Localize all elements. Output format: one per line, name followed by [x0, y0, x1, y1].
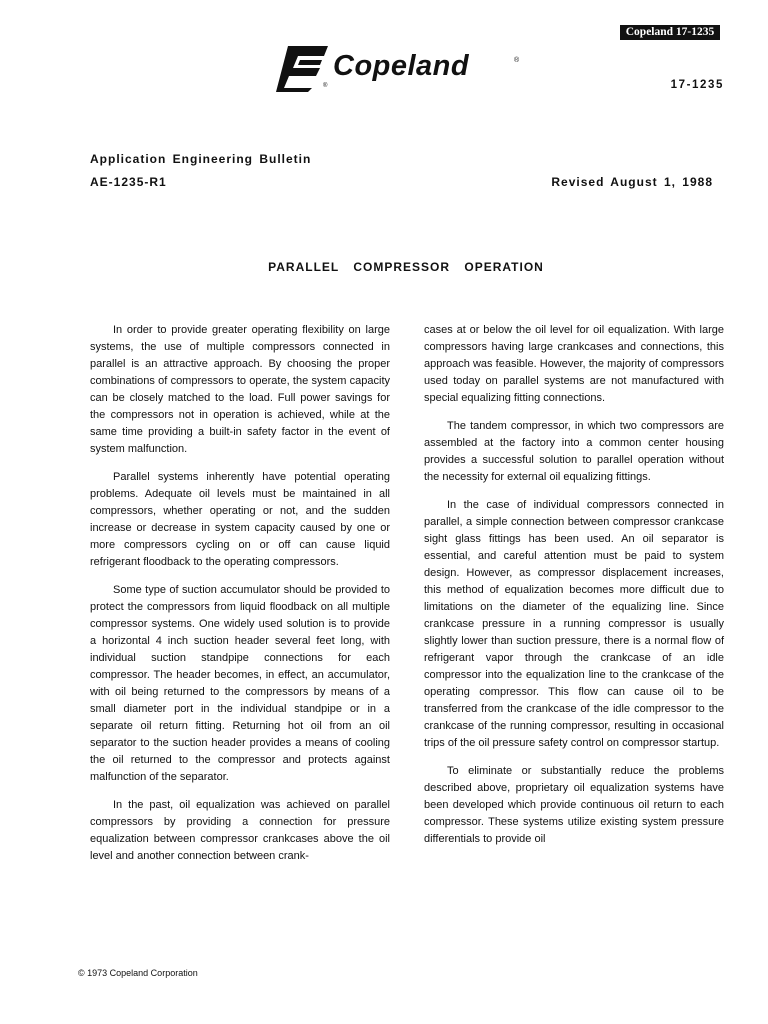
bulletin-title: Application Engineering Bulletin: [90, 152, 312, 166]
left-column: [90, 322, 390, 876]
bulletin-code: AE-1235-R1: [90, 175, 167, 189]
registered-mark: ®: [514, 57, 520, 64]
paragraph: The tandem compressor, in which two compressors are assembled at the factory into a common center housing provides a successful solution to parallel operation without the necessity for external oil equalizing fittings.: [424, 420, 724, 483]
bulletin-number: 17-1235: [670, 79, 724, 91]
paragraph: In order to provide greater operating flexibility on large systems, the use of multiple compressors connected in parallel is an attractive approach. By choosing the proper combinations of compressors to operate, the system capacity can be closely matched to the load. Full power savings for the compressors not in operation is achieved, while at the same time providing a built-in safety factor in the event of system malfunction.: [90, 324, 390, 455]
brand-name: Copeland: [333, 50, 470, 82]
paragraph: In the past, oil equalization was achieved on parallel compressors by providing a connection for pressure equalization between compressor crankcases above the oil level and another connection between crank-: [90, 799, 390, 862]
right-column: [424, 322, 724, 859]
paragraph: cases at or below the oil level for oil equalization. With large compressors having large crankcases and connections, this approach was feasible. However, the majority of compressors used today on parallel systems are not manufactured with special equalizing fitting connections.: [424, 324, 724, 404]
copeland-logo: [276, 46, 532, 96]
copeland-c-logo-icon: [276, 46, 328, 92]
copyright-notice: © 1973 Copeland Corporation: [78, 968, 198, 978]
paragraph: Parallel systems inherently have potential operating problems. Adequate oil levels must be maintained in all compressors, whether operating or not, and the sudden increase or decrease in system capacity caused by one or more compressors cycling on or off can cause liquid refrigerant floodback to the operating compressors.: [90, 471, 390, 568]
revision-date: Revised August 1, 1988: [551, 175, 713, 189]
page-title: PARALLEL COMPRESSOR OPERATION: [268, 260, 544, 274]
registered-mark: ®: [323, 83, 328, 89]
paragraph: In the case of individual compressors connected in parallel, a simple connection between compressor crankcase sight glass fittings has been used. An oil separator is essential, and careful attention must be paid to system design. However, as compressor displacement increases, this method of equalization becomes more difficult due to limitations on the diameter of the equalizing line. Since crankcase pressure in a running compressor is usually slightly lower than suction pressure, there is a normal flow of refrigerant vapor through the crankcase of an idle compressor into the equalization line to the crankcase of the operating compressor. This flow can cause oil to be transferred from the crankcase of the idle compressor to the crankcase of the running compressor, resulting in occasional trips of the oil pressure safety control on compressor startup.: [424, 499, 724, 749]
document-tag: Copeland 17-1235: [620, 25, 720, 40]
paragraph: Some type of suction accumulator should be provided to protect the compressors from liquid floodback on all multiple compressor systems. One widely used solution is to provide a horizontal 4 inch suction header several feet long, with individual suction standpipe connections for each compressor. The header becomes, in effect, an accumulator, with oil being returned to the compressors by means of a small diameter port in the individual standpipe or in a separate oil return fitting. Returning hot oil from an oil separator to the suction header provides a means of cooling the oil returned to the compressor and protects against malfunction of the separator.: [90, 584, 390, 783]
paragraph: To eliminate or substantially reduce the problems described above, proprietary oil equalization systems have been developed which provide continuous oil return to each compressor. These systems utilize existing system pressure differentials to provide oil: [424, 765, 724, 845]
